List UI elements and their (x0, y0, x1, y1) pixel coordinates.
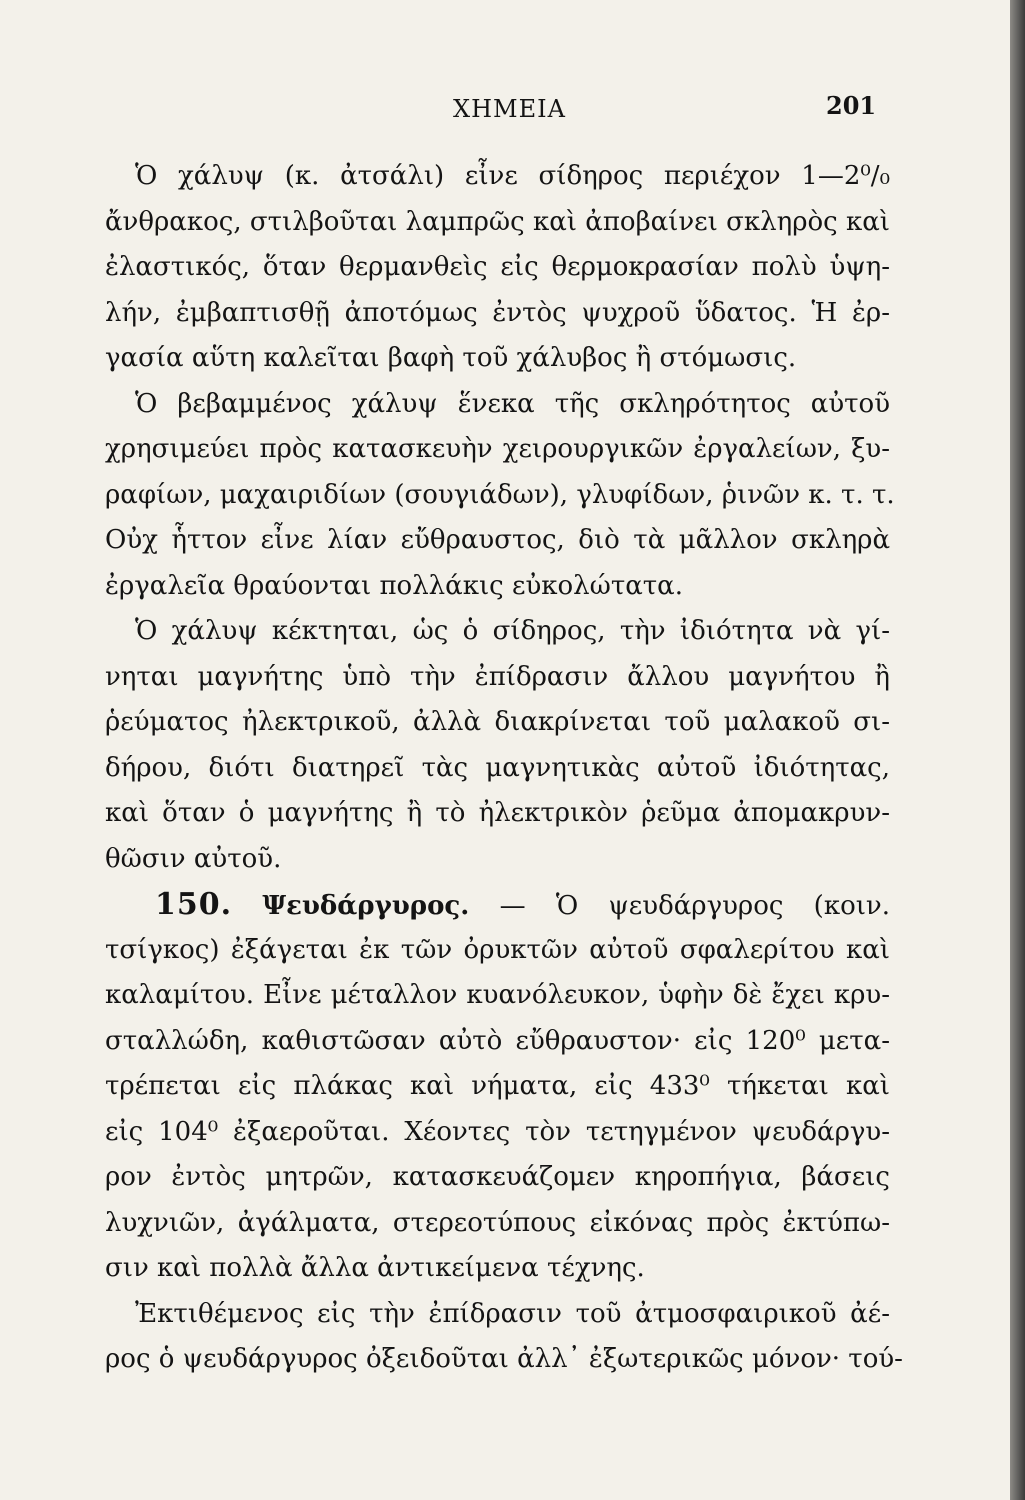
body-text (105, 154, 903, 1383)
section-title: Ψευδάργυρος. (262, 891, 470, 921)
text-line: Οὐχ ἧττον εἶνε λίαν εὔθραυστος, διὸ τὰ μᾶλλον σκληρὰ (105, 525, 890, 555)
text-line: ρον ἐντὸς μητρῶν, κατασκευάζομεν κηροπήγια, βάσεις (105, 1162, 890, 1192)
running-title: ΧΗΜΕΙΑ (453, 95, 566, 123)
text-line: χρησιμεύει πρὸς κατασκευὴν χειρουργικῶν ἐργαλείων, ξυ- (105, 434, 890, 464)
text-line: νηται μαγνήτης ὑπὸ τὴν ἐπίδρασιν ἄλλου μαγνήτου ἢ (105, 661, 890, 692)
text-line: σιν καὶ πολλὰ ἄλλα ἀντικείμενα τέχνης. (105, 1253, 645, 1283)
text-line: δήρου, διότι διατηρεῖ τὰς μαγνητικὰς αὐτοῦ ἰδιότητας, (105, 752, 890, 783)
text-line: θῶσιν αὐτοῦ. (105, 843, 282, 874)
text-line: εἰς 104⁰ ἐξαεροῦται. Χέοντες τὸν τετηγμένον ψευδάργυ- (105, 1116, 890, 1147)
section-first-line-text: — Ὁ ψευδάργυρος (κοιν. (499, 891, 890, 921)
page-number: 201 (826, 91, 877, 120)
text-line: λήν, ἐμβαπτισθῇ ἀποτόμως ἐντὸς ψυχροῦ ὕδατος. Ἡ ἐρ- (105, 297, 890, 328)
text-line: λυχνιῶν, ἀγάλματα, στερεοτύπους εἰκόνας πρὸς ἐκτύπω- (105, 1207, 890, 1238)
text-line: ῥεύματος ἠλεκτρικοῦ, ἀλλὰ διακρίνεται τοῦ μαλακοῦ σι- (105, 707, 890, 737)
text-line: καλαμίτου. Εἶνε μέταλλον κυανόλευκον, ὑφὴν δὲ ἔχει κρυ- (105, 980, 890, 1010)
text-line: γασία αὕτη καλεῖται βαφὴ τοῦ χάλυβος ἢ στόμωσις. (105, 343, 797, 373)
text-line: ραφίων, μαχαιριδίων (σουγιάδων), γλυφίδων, ῥινῶν κ. τ. τ. (105, 479, 895, 510)
text-line: καὶ ὅταν ὁ μαγνήτης ἢ τὸ ἠλεκτρικὸν ῥεῦμα ἀπομακρυν- (105, 798, 890, 828)
text-line: τσίγκος) ἐξάγεται ἐκ τῶν ὀρυκτῶν αὐτοῦ σφαλερίτου καὶ (105, 934, 890, 965)
text-line: ἄνθρακος, στιλβοῦται λαμπρῶς καὶ ἀποβαίνει σκληρὸς καὶ (105, 206, 890, 237)
text-line: Ὁ βεβαμμένος χάλυψ ἕνεκα τῆς σκληρότητος αὐτοῦ (135, 388, 890, 419)
text-line: ἐλαστικός, ὅταν θερμανθεὶς εἰς θερμοκρασίαν πολὺ ὑψη- (105, 252, 890, 282)
page-gutter-shadow (1010, 0, 1025, 1500)
section-number: 150. (155, 887, 233, 922)
text-line: Ἐκτιθέμενος εἰς τὴν ἐπίδρασιν τοῦ ἀτμοσφαιρικοῦ ἀέ- (135, 1298, 890, 1329)
text-line: ἐργαλεῖα θραύονται πολλάκις εὐκολώτατα. (105, 570, 683, 601)
text-line: ρος ὁ ψευδάργυρος ὀξειδοῦται ἀλλ᾽ ἐξωτερικῶς μόνον· τού- (105, 1344, 903, 1374)
text-line: τρέπεται εἰς πλάκας καὶ νήματα, εἰς 433⁰ τήκεται καὶ (105, 1071, 890, 1101)
section-heading-line (105, 882, 890, 928)
running-header (0, 91, 1010, 135)
text-line: Ὁ χάλυψ (κ. ἀτσάλι) εἶνε σίδηρος περιέχον 1—2⁰/₀ (135, 161, 890, 191)
text-line: σταλλώδη, καθιστῶσαν αὐτὸ εὔθραυστον· εἰς 120⁰ μετα- (105, 1025, 890, 1056)
text-line: Ὁ χάλυψ κέκτηται, ὡς ὁ σίδηρος, τὴν ἰδιότητα νὰ γί- (135, 616, 890, 646)
